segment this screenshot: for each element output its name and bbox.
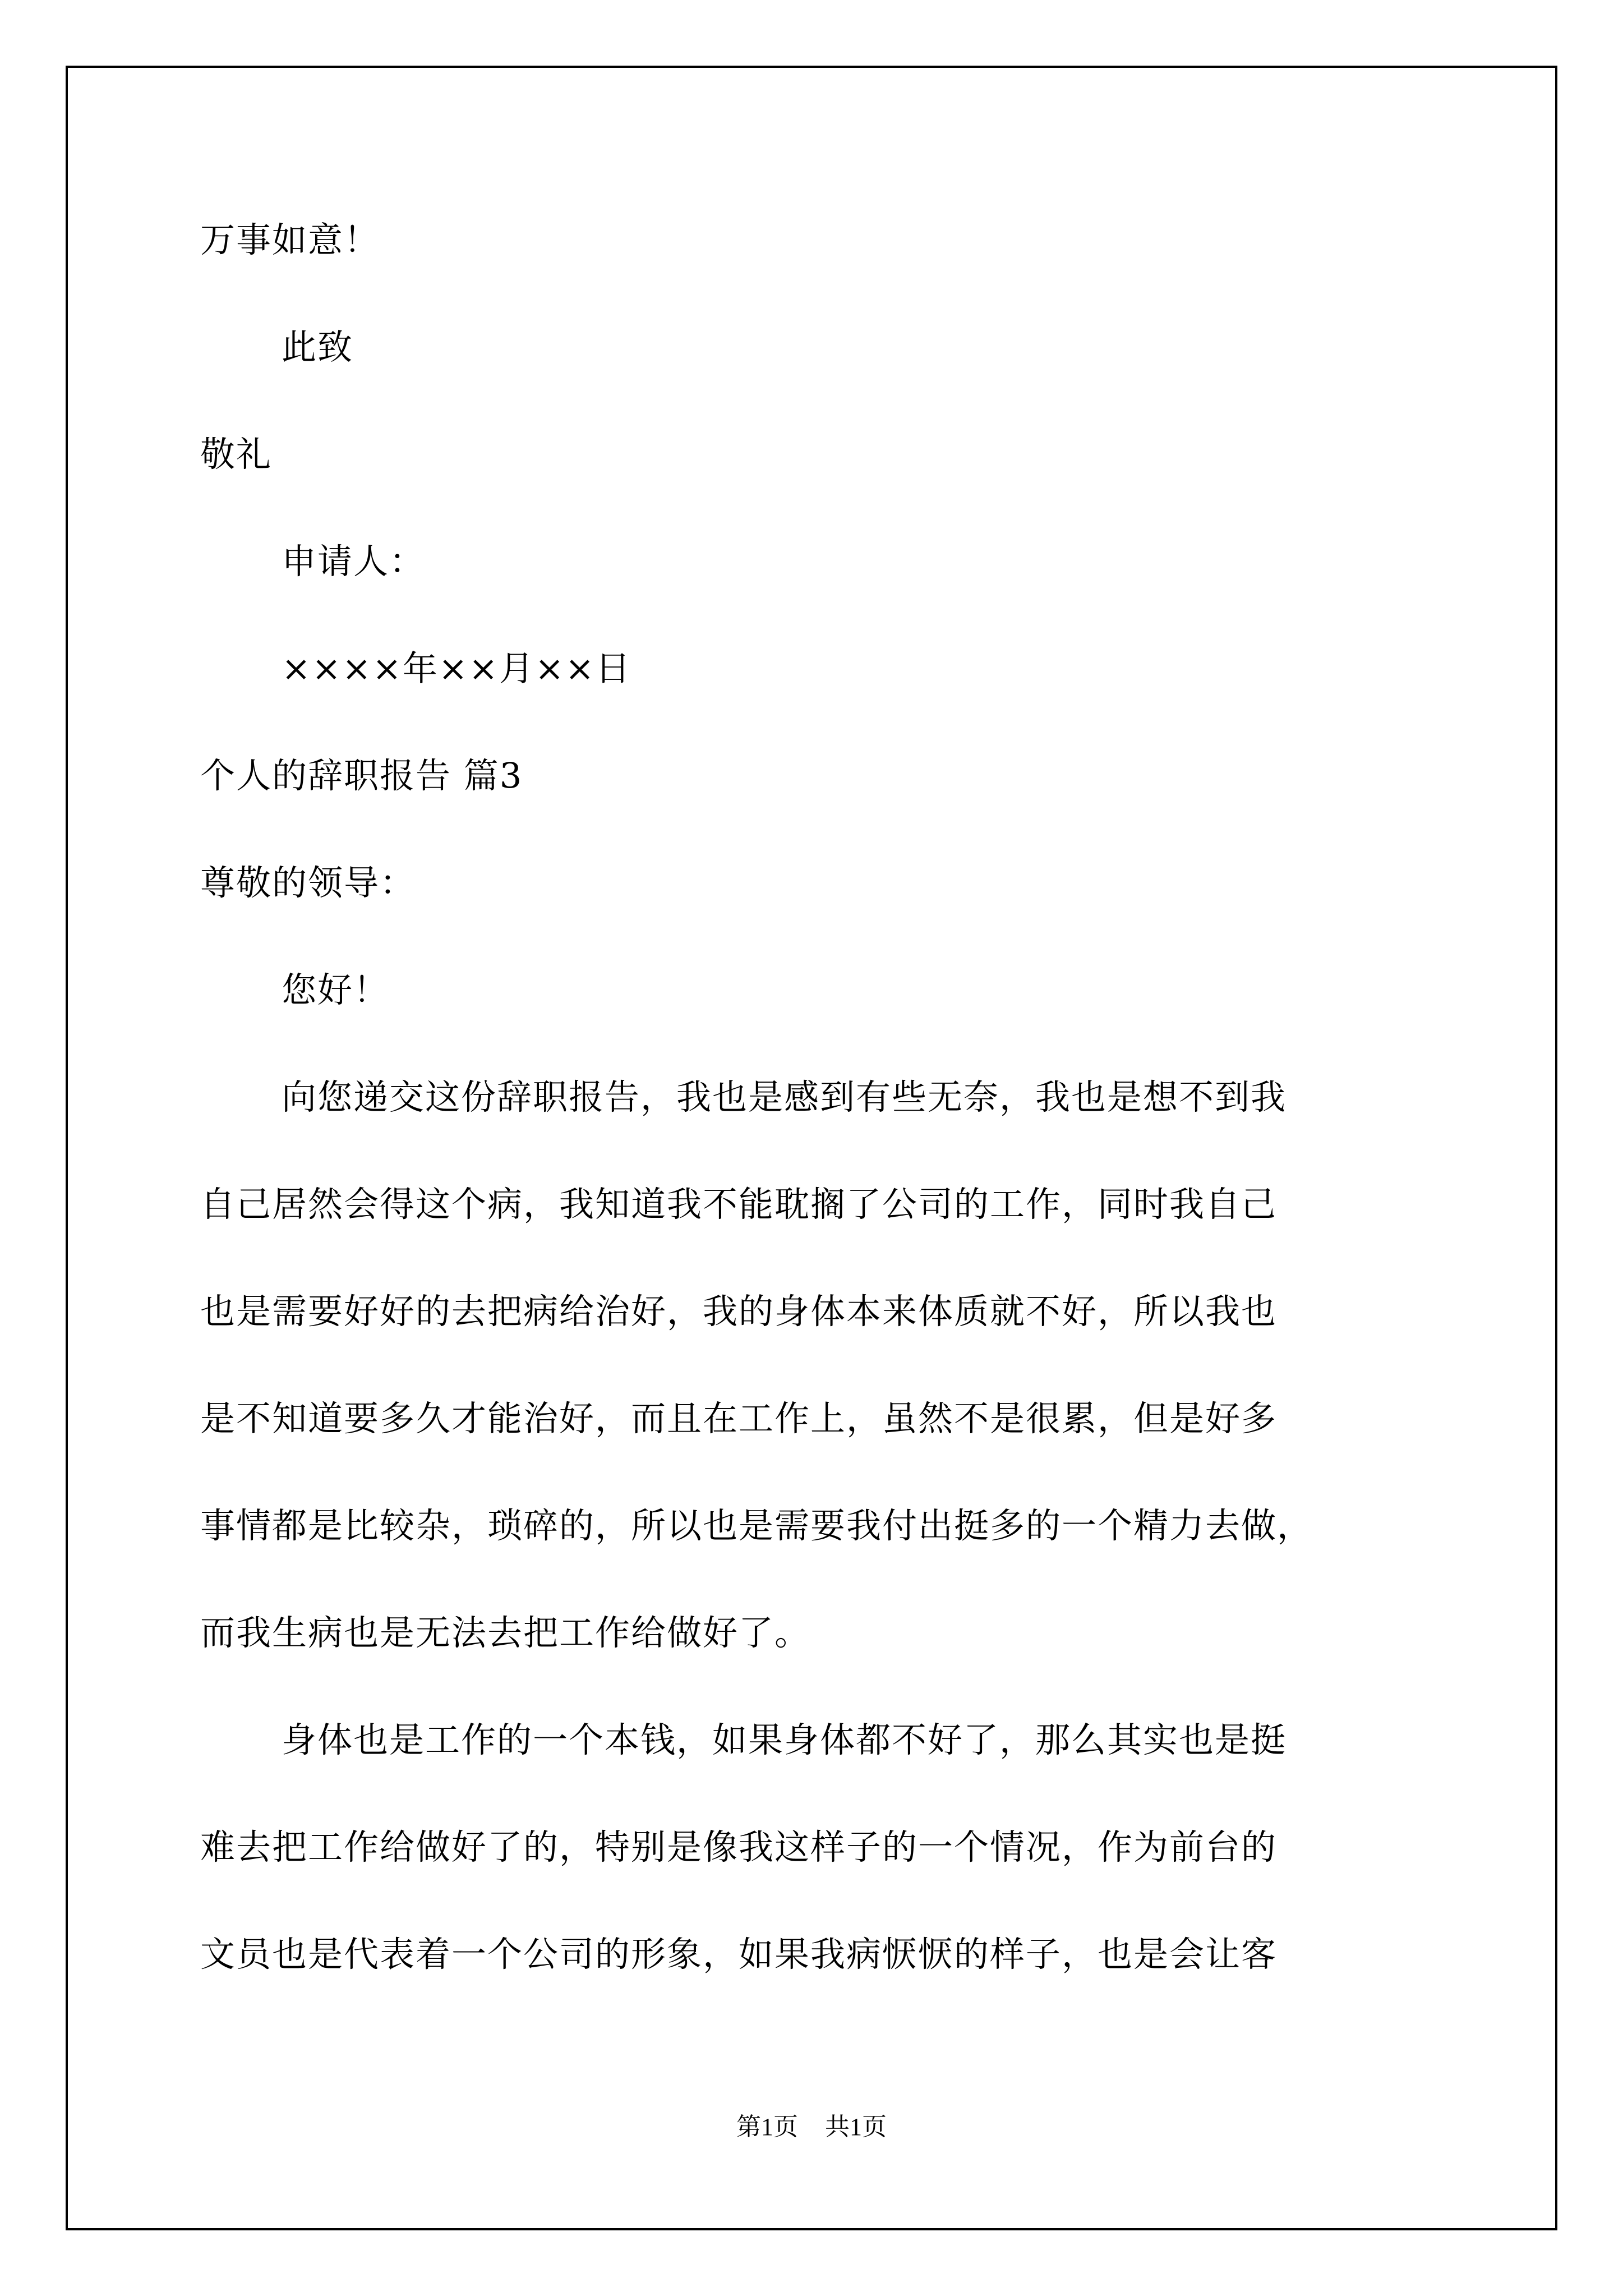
text-line: 此致: [282, 326, 354, 367]
page-number: 第1页: [736, 2113, 798, 2141]
text-line: 自己居然会得这个病，我知道我不能耽搁了公司的工作，同时我自己: [200, 1184, 1278, 1225]
text-line: 申请人：: [282, 541, 426, 582]
section-heading: 个人的辞职报告 篇3: [200, 755, 523, 796]
page-border: [66, 66, 1557, 2230]
text-line: 事情都是比较杂，琐碎的，所以也是需要我付出挺多的一个精力去做，: [200, 1505, 1313, 1546]
page-total: 共1页: [825, 2113, 887, 2141]
text-line: 身体也是工作的一个本钱，如果身体都不好了，那么其实也是挺: [282, 1719, 1287, 1760]
greeting: 您好！: [282, 969, 390, 1010]
text-line: 万事如意！: [200, 219, 380, 260]
text-line: 是不知道要多久才能治好，而且在工作上，虽然不是很累，但是好多: [200, 1398, 1278, 1439]
text-line: 难去把工作给做好了的，特别是像我这样子的一个情况，作为前台的: [200, 1826, 1278, 1867]
text-line: 而我生病也是无法去把工作给做好了。: [200, 1612, 811, 1653]
text-line: 也是需要好好的去把病给治好，我的身体本来体质就不好，所以我也: [200, 1291, 1278, 1332]
text-line: 敬礼: [200, 434, 273, 475]
text-line: 文员也是代表着一个公司的形象，如果我病恹恹的样子，也是会让客: [200, 1934, 1278, 1975]
page-footer: [0, 2110, 1623, 2144]
text-line: ××××年××月××日: [282, 648, 631, 689]
salutation: 尊敬的领导：: [200, 862, 416, 903]
text-line: 向您递交这份辞职报告，我也是感到有些无奈，我也是想不到我: [282, 1076, 1287, 1117]
